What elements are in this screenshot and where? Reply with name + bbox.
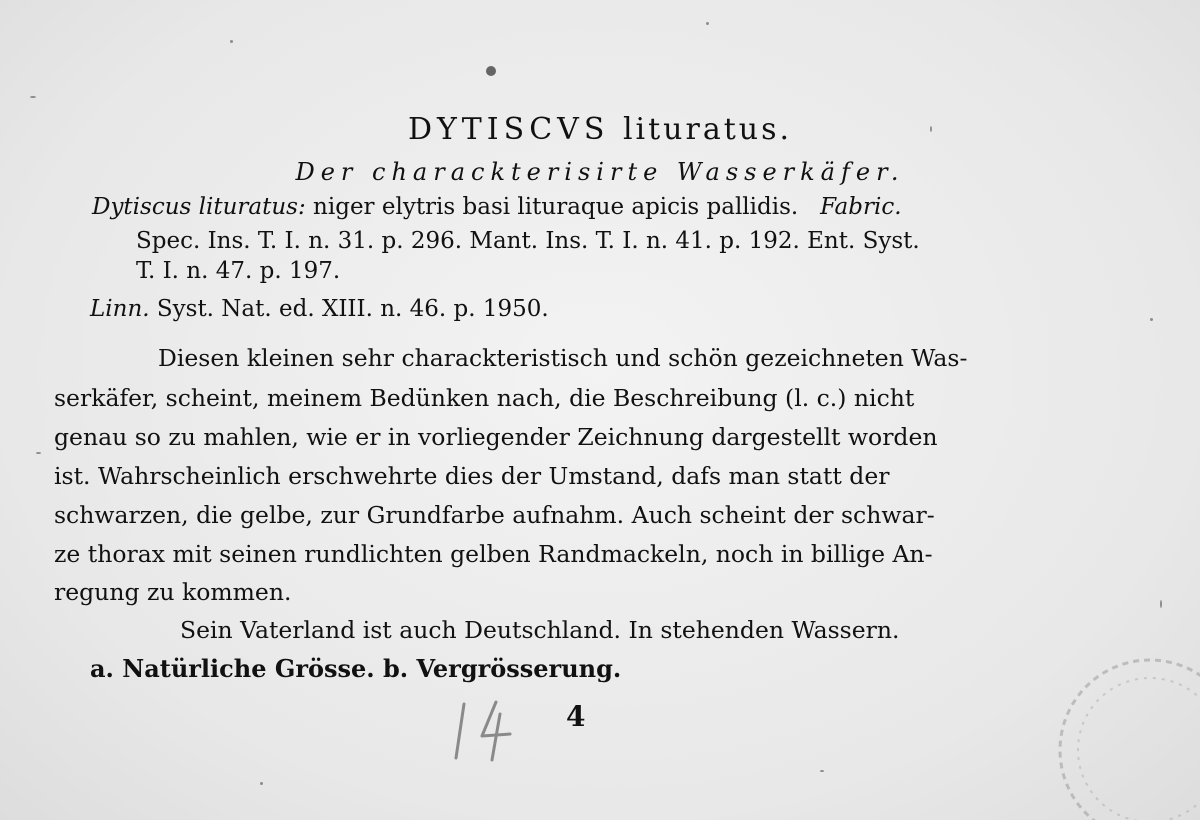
ink-speck (1160, 600, 1162, 608)
ink-speck (820, 770, 824, 772)
title-genus: DYTISCVS (407, 112, 610, 147)
ink-speck (230, 40, 233, 43)
body-line-2: serkäfer, scheint, meinem Bedünken nach, die Beschreibung (l. c.) nicht (54, 384, 915, 412)
ink-speck (1150, 318, 1153, 321)
body-line-4: ist. Wahrscheinlich erschwehrte dies der Umstand, dafs man statt der (54, 462, 890, 490)
title-species: lituratus. (622, 112, 793, 147)
synonymy-author: Fabric. (820, 194, 902, 220)
ink-speck (36, 452, 41, 454)
body-line-5: schwarzen, die gelbe, zur Grundfarbe aufnahm. Auch scheint der schwar- (54, 501, 935, 529)
synonymy-line-3: T. I. n. 47. p. 197. (136, 258, 341, 284)
body-line-1: Diesen kleinen sehr charackteristisch und schön gezeichneten Was- (158, 344, 968, 372)
page-number: 4 (566, 700, 586, 733)
ink-speck (706, 22, 709, 25)
synonymy-description: niger elytris basi lituraque apicis pallidis. (313, 194, 799, 220)
ink-speck (486, 66, 496, 76)
page-subtitle: Der charackterisirte Wasserkäfer. (295, 158, 905, 186)
library-stamp (1040, 640, 1200, 820)
linnaeus-citation: Syst. Nat. ed. XIII. n. 46. p. 1950. (156, 296, 549, 322)
linnaeus-label: Linn. (90, 296, 150, 322)
body-line-7: regung zu kommen. (54, 578, 292, 606)
habitat-line: Sein Vaterland ist auch Deutschland. In stehenden Wassern. (180, 616, 900, 644)
figure-legend: a. Natürliche Grösse. b. Vergrösserung. (90, 654, 622, 683)
ink-speck (260, 782, 263, 785)
handwritten-note (448, 696, 528, 766)
synonymy-line-2: Spec. Ins. T. I. n. 31. p. 296. Mant. Ins. T. I. n. 41. p. 192. Ent. Syst. (136, 228, 920, 254)
synonymy-line-1 (92, 194, 902, 220)
page-title (0, 112, 1200, 147)
body-line-3: genau so zu mahlen, wie er in vorliegender Zeichnung dargestellt worden (54, 423, 938, 451)
ink-speck (30, 96, 36, 98)
body-line-6: ze thorax mit seinen rundlichten gelben Randmackeln, noch in billige An- (54, 540, 933, 568)
synonymy-species-name: Dytiscus lituratus: (92, 194, 306, 220)
linnaeus-reference (90, 296, 549, 322)
